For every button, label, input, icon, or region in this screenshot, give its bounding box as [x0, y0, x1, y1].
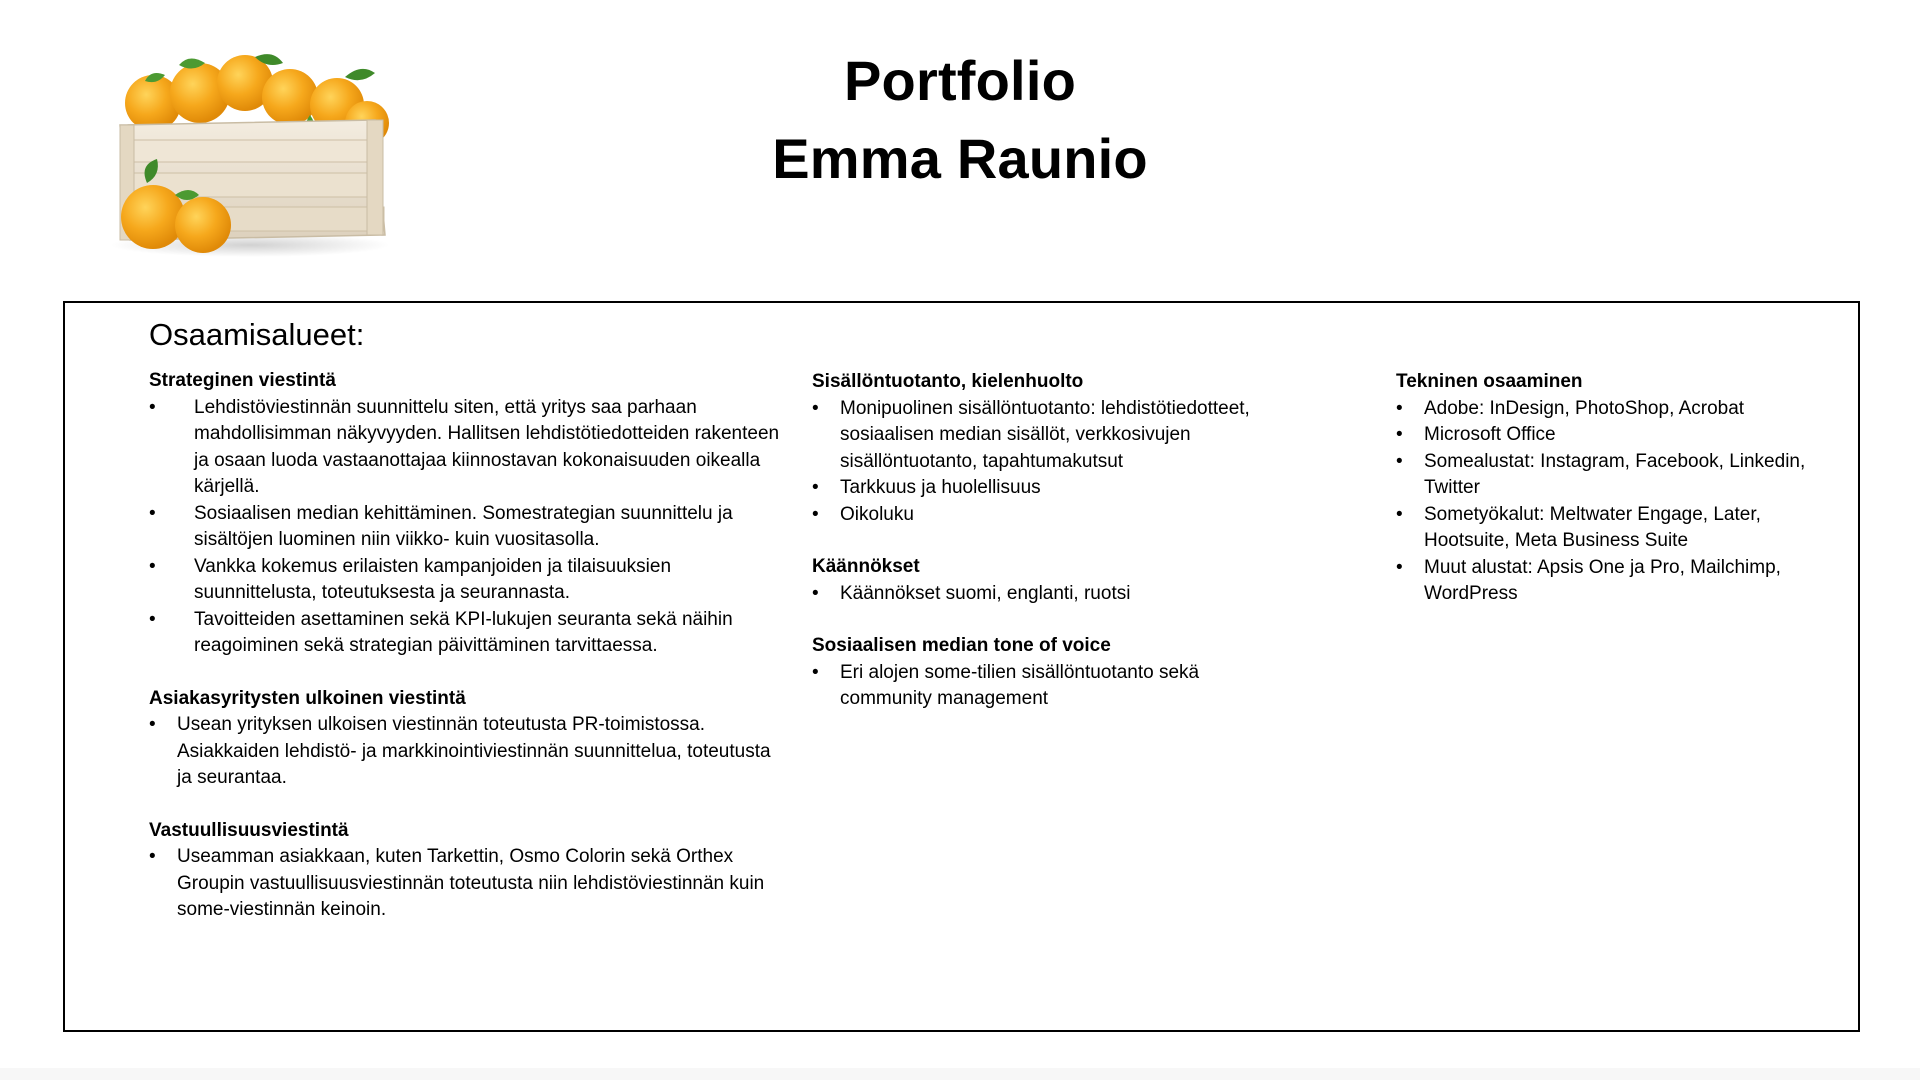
- list-item: • Lehdistöviestinnän suunnittelu siten, että yritys saa parhaan mahdollisimman näkyvyyden. Hallitsen lehdistötiedotteiden rakenteen ja osaan luoda vastaanottajaa kiinnostavan kokonaisuuden oikealla kärjellä.: [149, 395, 789, 501]
- list-item: • Eri alojen some-tilien sisällöntuotanto sekä community management: [812, 660, 1272, 713]
- list-item: • Oikoluku: [812, 502, 1272, 529]
- bullet-list: [149, 395, 789, 660]
- section-content-production: [812, 369, 1272, 528]
- list-item: • Monipuolinen sisällöntuotanto: lehdistötiedotteet, sosiaalisen median sisällöt, verkkosivujen sisällöntuotanto, tapahtumakutsut: [812, 396, 1272, 476]
- section-translations: [812, 554, 1272, 607]
- list-item: • Usean yrityksen ulkoisen viestinnän toteutusta PR-toimistossa. Asiakkaiden lehdistö- ja markkinointiviestinnän suunnittelua, toteutusta ja seurantaa.: [149, 712, 789, 792]
- bullet-list: [1396, 396, 1826, 608]
- section-title: Käännökset: [812, 556, 920, 577]
- bullet-list: [812, 396, 1272, 529]
- skills-panel: [63, 301, 1860, 1032]
- orange-crate-image: [105, 45, 395, 260]
- list-item: • Tavoitteiden asettaminen sekä KPI-lukujen seuranta sekä näihin reagoiminen sekä strategian päivittäminen tarvittaessa.: [149, 607, 789, 660]
- section-tone-of-voice: [812, 633, 1272, 713]
- bullet-list: [149, 712, 789, 792]
- title-portfolio: Portfolio: [844, 49, 1076, 112]
- title-name: Emma Raunio: [772, 127, 1148, 190]
- section-external-communication: [149, 686, 789, 792]
- list-item: • Käännökset suomi, englanti, ruotsi: [812, 581, 1272, 608]
- list-item: • Sosiaalisen median kehittäminen. Somestrategian suunnittelu ja sisältöjen luominen niin viikko- kuin vuositasolla.: [149, 501, 789, 554]
- section-technical-skills: [1396, 369, 1826, 608]
- list-item: • Muut alustat: Apsis One ja Pro, Mailchimp, WordPress: [1396, 555, 1826, 608]
- section-strategic-communication: [149, 368, 789, 660]
- list-item: • Tarkkuus ja huolellisuus: [812, 475, 1272, 502]
- skills-column-2: [812, 369, 1272, 739]
- section-title: Sosiaalisen median tone of voice: [812, 635, 1111, 656]
- list-item: • Somealustat: Instagram, Facebook, Linkedin, Twitter: [1396, 449, 1826, 502]
- bullet-list: [149, 844, 789, 924]
- list-item: • Adobe: InDesign, PhotoShop, Acrobat: [1396, 396, 1826, 423]
- section-title: Vastuullisuusviestintä: [149, 819, 349, 841]
- section-title: Sisällöntuotanto, kielenhuolto: [812, 371, 1084, 392]
- section-title: Tekninen osaaminen: [1396, 371, 1583, 392]
- panel-heading: Osaamisalueet:: [149, 317, 365, 352]
- orange-crate-icon: [105, 45, 395, 260]
- skills-column-3: [1396, 369, 1826, 634]
- list-item: • Useamman asiakkaan, kuten Tarkettin, Osmo Colorin sekä Orthex Groupin vastuullisuusviestinnän toteutusta niin lehdistöviestinnän kuin some-viestinnän keinoin.: [149, 844, 789, 924]
- bullet-list: [812, 660, 1272, 713]
- section-title: Asiakasyritysten ulkoinen viestintä: [149, 687, 466, 709]
- page-title: [660, 42, 1260, 198]
- skills-column-1: [149, 368, 789, 950]
- section-title: Strateginen viestintä: [149, 370, 336, 391]
- list-item: • Vankka kokemus erilaisten kampanjoiden ja tilaisuuksien suunnittelusta, toteutuksesta ja seurannasta.: [149, 554, 789, 607]
- list-item: • Microsoft Office: [1396, 422, 1826, 449]
- bottom-band: [0, 1068, 1920, 1080]
- section-responsibility-communication: [149, 818, 789, 924]
- bullet-list: [812, 581, 1272, 608]
- list-item: • Sometyökalut: Meltwater Engage, Later, Hootsuite, Meta Business Suite: [1396, 502, 1826, 555]
